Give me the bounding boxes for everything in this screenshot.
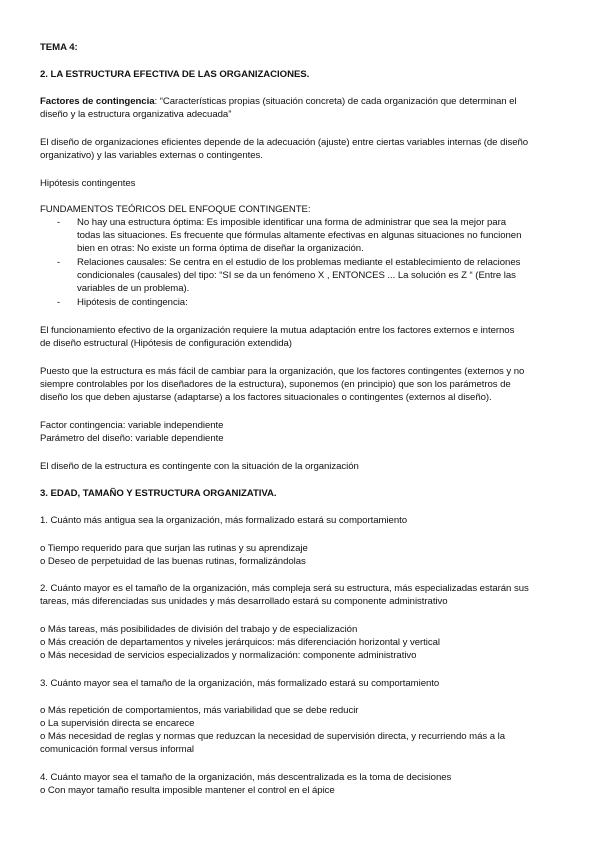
point-1: 1. Cuánto más antigua sea la organización, más formalizado estará su comportamiento xyxy=(40,515,408,526)
bullet-dash: - xyxy=(57,297,61,308)
point-1-item-a: o Tiempo requerido para que surjan las rutinas y su aprendizaje xyxy=(40,543,308,554)
bullet-1-line-3: bien en otras: No existe un forma óptima de diseñar la organización. xyxy=(77,243,364,254)
bullet-2-line-2: condicionales (causales) del tipo: “SI se da un fenómeno X , ENTONCES ... La solución es Z “ (Entre las xyxy=(77,270,516,281)
parametro-variable: Parámetro del diseño: variable dependiente xyxy=(40,433,224,444)
bullet-dash: - xyxy=(57,257,61,268)
point-2-line-1: 2. Cuánto mayor es el tamaño de la organización, más compleja será su estructura, más especializadas estarán sus xyxy=(40,583,529,594)
diseno-paragraph-line-1: El diseño de organizaciones eficientes depende de la adecuación (ajuste) entre ciertas variables internas (de diseño xyxy=(40,137,529,148)
point-3-item-c: o Más necesidad de reglas y normas que reduzcan la necesidad de supervisión directa, y recurriendo más a la xyxy=(40,731,506,742)
tema-heading: TEMA 4: xyxy=(40,42,78,53)
funcionamiento-line-2: de diseño estructural (Hipótesis de configuración extendida) xyxy=(40,338,292,349)
point-2-line-2: tareas, más diferenciadas sus unidades y más desarrollado estará su componente administrativo xyxy=(40,596,448,607)
point-2-item-a: o Más tareas, más posibilidades de división del trabajo y de especialización xyxy=(40,624,358,635)
fundamentos-title: FUNDAMENTOS TEÓRICOS DEL ENFOQUE CONTINGENTE: xyxy=(40,204,311,215)
puesto-line-1: Puesto que la estructura es más fácil de cambiar para la organización, que los factores contingentes (externos y no xyxy=(40,366,525,377)
section-2-title: 2. LA ESTRUCTURA EFECTIVA DE LAS ORGANIZACIONES. xyxy=(40,69,310,80)
bullet-2-line-3: variables de un problema). xyxy=(77,283,190,294)
factor-variable: Factor contingencia: variable independiente xyxy=(40,420,224,431)
point-4: 4. Cuánto mayor sea el tamaño de la organización, más descentralizada es la toma de decisiones xyxy=(40,772,452,783)
point-2-item-c: o Más necesidad de servicios especializados y normalización: componente administrativo xyxy=(40,650,417,661)
puesto-line-2: siempre controlables por los diseñadores de la estructura), suponemos (en principio) que son los parámetros de xyxy=(40,379,511,390)
point-3: 3. Cuánto mayor sea el tamaño de la organización, más formalizado estará su comportamiento xyxy=(40,678,440,689)
section-3-title: 3. EDAD, TAMAÑO Y ESTRUCTURA ORGANIZATIVA. xyxy=(40,488,277,499)
point-3-item-a: o Más repetición de comportamientos, más variabilidad que se debe reducir xyxy=(40,705,359,716)
funcionamiento-line-1: El funcionamiento efectivo de la organización requiere la mutua adaptación entre los factores externos e internos xyxy=(40,325,515,336)
bullet-1-line-2: todas las situaciones. Es frecuente que fórmulas altamente efectivas en algunas situaciones no funcionen xyxy=(77,230,522,241)
bullet-3-line-1: Hipótesis de contingencia: xyxy=(77,297,188,308)
factores-text: : “Características propias (situación concreta) de cada organización que determinan el xyxy=(154,96,517,107)
point-3-item-c-cont: comunicación formal versus informal xyxy=(40,744,194,755)
puesto-line-3: diseño los que deben ajustarse (adaptarse) a los factores situacionales o contingentes (externos al diseño). xyxy=(40,392,492,403)
point-4-item-a: o Con mayor tamaño resulta imposible mantener el control en el ápice xyxy=(40,785,335,796)
bullet-1-line-1: No hay una estructura óptima: Es imposible identificar una forma de administrar que sea la mejor para xyxy=(77,217,507,228)
point-1-item-b: o Deseo de perpetuidad de las buenas rutinas, formalizándolas xyxy=(40,556,306,567)
diseno-contingente: El diseño de la estructura es contingente con la situación de la organización xyxy=(40,461,359,472)
factores-text-2: diseño y la estructura organizativa adecuada” xyxy=(40,109,232,120)
bullet-dash: - xyxy=(57,217,61,228)
factores-paragraph xyxy=(40,96,517,108)
hipotesis-contingentes: Hipótesis contingentes xyxy=(40,178,136,189)
point-2-item-b: o Más creación de departamentos y niveles jerárquicos: más diferenciación horizontal y vertical xyxy=(40,637,440,648)
diseno-paragraph-line-2: organizativo) y las variables externas o contingentes. xyxy=(40,150,263,161)
point-3-item-b: o La supervisión directa se encarece xyxy=(40,718,195,729)
factores-label: Factores de contingencia xyxy=(40,96,155,107)
bullet-2-line-1: Relaciones causales: Se centra en el estudio de los problemas mediante el establecimiento de relaciones xyxy=(77,257,521,268)
